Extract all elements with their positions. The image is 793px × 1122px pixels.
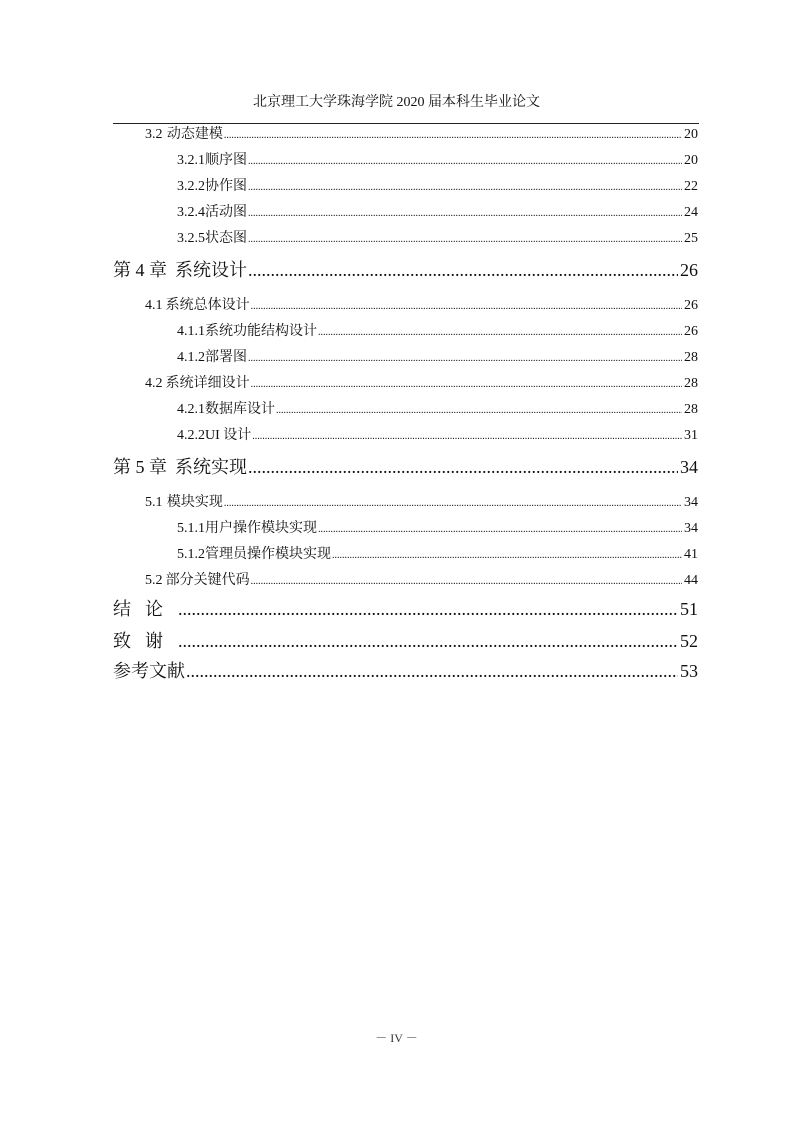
toc-entry-title: 系统功能结构设计: [205, 324, 317, 339]
toc-dot-leader: [224, 495, 682, 513]
toc-dot-leader: [318, 521, 682, 539]
toc-dot-leader: [248, 350, 682, 368]
toc-entry-number: 5.1.1: [177, 521, 205, 536]
toc-section-entry[interactable]: [145, 297, 698, 315]
toc-entry-page-number: 53: [680, 661, 698, 681]
toc-entry-title: 系统设计: [175, 260, 247, 280]
toc-entry-number: 3.2.4: [177, 205, 205, 220]
toc-dot-leader: [248, 179, 682, 197]
toc-chapter-entry[interactable]: [113, 630, 698, 652]
toc-entry-number: 3.2.5: [177, 231, 205, 246]
toc-section-entry[interactable]: [145, 572, 698, 590]
toc-subsection-entry[interactable]: [177, 178, 698, 196]
toc-entry-page-number: 41: [684, 547, 698, 562]
toc-entry-number: 4.2: [145, 376, 163, 391]
toc-entry-page-number: 24: [684, 205, 698, 220]
toc-entry-number: 5.1.2: [177, 547, 205, 562]
toc-entry-number: 第 5 章: [113, 457, 167, 477]
toc-entry-title: 致谢: [113, 631, 177, 651]
toc-dot-leader: [248, 456, 678, 478]
running-header: 北京理工大学珠海学院 2020 届本科生毕业论文: [253, 95, 540, 110]
toc-entry-title: 系统实现: [175, 457, 247, 477]
toc-dot-leader: [248, 153, 682, 171]
toc-dot-leader: [251, 376, 682, 394]
toc-entry-page-number: 26: [684, 324, 698, 339]
toc-entry-page-number: 26: [680, 260, 698, 280]
toc-entry-page-number: 52: [680, 631, 698, 651]
toc-dot-leader: [332, 547, 682, 565]
toc-subsection-entry[interactable]: [177, 349, 698, 367]
toc-entry-page-number: 28: [684, 376, 698, 391]
toc-entry-page-number: 20: [684, 127, 698, 142]
toc-entry-number: 5.1: [145, 495, 163, 510]
toc-entry-page-number: 28: [684, 350, 698, 365]
toc-entry-title: 参考文献: [113, 661, 185, 681]
toc-entry-title: 系统详细设计: [165, 376, 250, 391]
toc-entry-title: 模块实现: [166, 495, 223, 510]
toc-dot-leader: [178, 598, 678, 620]
toc-entry-number: 5.2: [145, 573, 163, 588]
toc-dot-leader: [276, 402, 682, 420]
toc-entry-number: 3.2.2: [177, 179, 205, 194]
toc-entry-title: 系统总体设计: [165, 298, 250, 313]
toc-subsection-entry[interactable]: [177, 546, 698, 564]
toc-entry-page-number: 51: [680, 599, 698, 619]
toc-entry-title: 动态建模: [166, 127, 223, 142]
toc-dot-leader: [252, 428, 682, 446]
toc-subsection-entry[interactable]: [177, 323, 698, 341]
toc-section-entry[interactable]: [145, 494, 698, 512]
toc-chapter-entry[interactable]: [113, 259, 698, 281]
toc-entry-title: 顺序图: [205, 153, 247, 168]
toc-entry-number: 3.2: [145, 127, 163, 142]
toc-entry-number: 4.2.2: [177, 428, 205, 443]
toc-chapter-entry[interactable]: [113, 660, 698, 682]
toc-entry-number: 4.2.1: [177, 402, 205, 417]
toc-entry-title: 数据库设计: [205, 402, 275, 417]
toc-subsection-entry[interactable]: [177, 427, 698, 445]
toc-entry-page-number: 22: [684, 179, 698, 194]
toc-entry-title: 状态图: [205, 231, 247, 246]
toc-entry-number: 3.2.1: [177, 153, 205, 168]
toc-section-entry[interactable]: [145, 375, 698, 393]
toc-subsection-entry[interactable]: [177, 520, 698, 538]
page-number: － IV －: [375, 1031, 418, 1045]
toc-section-entry[interactable]: [145, 126, 698, 144]
toc-entry-page-number: 34: [680, 457, 698, 477]
toc-entry-title: 结论: [113, 599, 177, 619]
toc-entry-title: UI 设计: [205, 428, 252, 443]
toc-entry-page-number: 34: [684, 521, 698, 536]
toc-dot-leader: [251, 298, 682, 316]
toc-entry-number: 4.1.2: [177, 350, 205, 365]
toc-entry-title: 部分关键代码: [165, 573, 250, 588]
header-rule: [113, 123, 699, 124]
toc-entry-title: 管理员操作模块实现: [205, 547, 331, 562]
toc-dot-leader: [186, 660, 678, 682]
toc-entry-page-number: 25: [684, 231, 698, 246]
toc-entry-title: 用户操作模块实现: [205, 521, 317, 536]
toc-dot-leader: [248, 259, 678, 281]
toc-entry-page-number: 28: [684, 402, 698, 417]
toc-dot-leader: [178, 630, 678, 652]
toc-dot-leader: [248, 231, 682, 249]
toc-subsection-entry[interactable]: [177, 230, 698, 248]
toc-dot-leader: [251, 573, 682, 591]
toc-entry-page-number: 26: [684, 298, 698, 313]
toc-entry-page-number: 31: [684, 428, 698, 443]
toc-entry-title: 活动图: [205, 205, 247, 220]
toc-dot-leader: [248, 205, 682, 223]
toc-chapter-entry[interactable]: [113, 456, 698, 478]
toc-entry-title: 部署图: [205, 350, 247, 365]
toc-subsection-entry[interactable]: [177, 152, 698, 170]
toc-entry-number: 第 4 章: [113, 260, 167, 280]
toc-subsection-entry[interactable]: [177, 204, 698, 222]
toc-subsection-entry[interactable]: [177, 401, 698, 419]
toc-entry-page-number: 20: [684, 153, 698, 168]
toc-entry-number: 4.1.1: [177, 324, 205, 339]
toc-dot-leader: [318, 324, 682, 342]
toc-entry-number: 4.1: [145, 298, 163, 313]
toc-entry-title: 协作图: [205, 179, 247, 194]
toc-dot-leader: [224, 127, 682, 145]
toc-entry-page-number: 34: [684, 495, 698, 510]
toc-entry-page-number: 44: [684, 573, 698, 588]
toc-chapter-entry[interactable]: [113, 598, 698, 620]
